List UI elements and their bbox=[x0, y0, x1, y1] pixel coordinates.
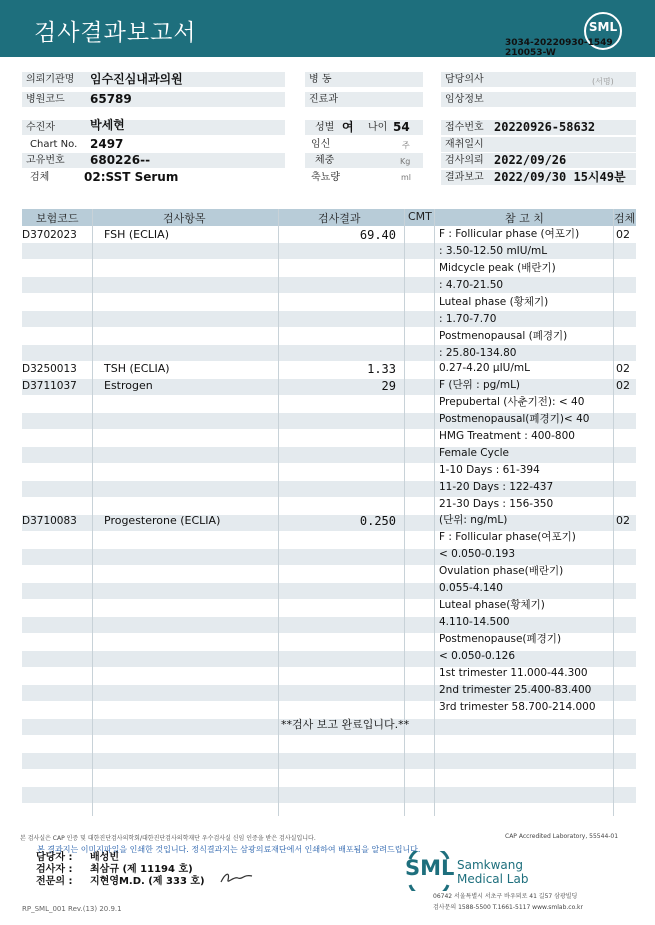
doctor-label: 담당의사 bbox=[445, 74, 484, 85]
id-field bbox=[22, 153, 285, 168]
ref-line: 1-10 Days : 61-394 bbox=[439, 464, 540, 476]
estrogen-result: 29 bbox=[381, 379, 396, 393]
ref-line: : 1.70-7.70 bbox=[439, 313, 497, 325]
sex-label: 성별 bbox=[315, 122, 335, 133]
address-line1: 06742 서울특별시 서초구 바우뫼로 41 길57 삼광빌딩 bbox=[433, 893, 578, 900]
hospital-code-field bbox=[22, 92, 285, 107]
pregnancy-unit: 주 bbox=[402, 141, 410, 150]
ref-line: Female Cycle bbox=[439, 447, 509, 459]
fsh-ref: F : Follicular phase (여포기) bbox=[439, 228, 580, 240]
signer-role: 전문의 : bbox=[36, 876, 73, 887]
hospital-code-label: 병원코드 bbox=[26, 94, 65, 105]
col-divider bbox=[92, 209, 93, 816]
report-id-line1: 3034-20220930-1549 bbox=[505, 38, 613, 48]
dept-field bbox=[305, 92, 423, 107]
fsh-result: 69.40 bbox=[359, 228, 396, 242]
report-title: 검사결과보고서 bbox=[34, 20, 197, 46]
institution-value: 임수진심내과의원 bbox=[90, 72, 183, 86]
report-value: 2022/09/30 15시49분 bbox=[494, 170, 626, 184]
receipt-label: 접수번호 bbox=[445, 122, 484, 133]
signer-role: 담당자 : bbox=[36, 852, 73, 863]
fsh-ref-list bbox=[439, 243, 567, 362]
sml-logo-text: SML bbox=[588, 20, 618, 34]
chart-label: Chart No. bbox=[30, 139, 78, 150]
progesterone-specimen: 02 bbox=[616, 514, 630, 527]
tsh-specimen: 02 bbox=[616, 362, 630, 375]
estrogen-code: D3711037 bbox=[22, 380, 77, 392]
form-number: RP_SML_001 Rev.(13) 20.9.1 bbox=[22, 905, 122, 913]
urine-label: 축뇨량 bbox=[311, 172, 340, 183]
ref-line: Midcycle peak (배란기) bbox=[439, 262, 556, 274]
col-test-item: 검사항목 bbox=[163, 212, 206, 225]
ward-label: 병 동 bbox=[309, 74, 332, 85]
fsh-specimen: 02 bbox=[616, 228, 630, 241]
pregnancy-label: 임신 bbox=[311, 139, 331, 150]
progesterone-ref: (단위: ng/mL) bbox=[439, 514, 508, 526]
ref-line: 3rd trimester 58.700-214.000 bbox=[439, 701, 596, 713]
ref-line: 4.110-14.500 bbox=[439, 616, 510, 628]
ref-line: 0.055-4.140 bbox=[439, 582, 503, 594]
col-cmt: CMT bbox=[408, 210, 432, 223]
age-label: 나이 bbox=[368, 122, 388, 133]
col-insurance-code: 보험코드 bbox=[36, 212, 79, 225]
weight-unit: Kg bbox=[400, 157, 411, 166]
ref-line: 1st trimester 11.000-44.300 bbox=[439, 667, 588, 679]
brand-line1: Samkwang bbox=[457, 858, 523, 872]
brand-name bbox=[457, 858, 528, 886]
brand-line2: Medical Lab bbox=[457, 872, 529, 886]
progesterone-name: Progesterone (ECLIA) bbox=[104, 514, 221, 527]
tsh-ref: 0.27-4.20 μIU/mL bbox=[439, 362, 530, 374]
ref-line: : 25.80-134.80 bbox=[439, 347, 517, 359]
ref-line: 2nd trimester 25.400-83.400 bbox=[439, 684, 592, 696]
progesterone-ref-list bbox=[439, 529, 596, 716]
col-divider bbox=[434, 209, 435, 816]
ref-line: Postmenopause(폐경기) bbox=[439, 633, 562, 645]
specimen-value: 02:SST Serum bbox=[84, 170, 179, 184]
progesterone-result: 0.250 bbox=[359, 514, 396, 528]
recollect-field bbox=[441, 137, 636, 152]
patient-label: 수진자 bbox=[26, 122, 55, 133]
weight-label: 체중 bbox=[315, 155, 335, 166]
signer-row bbox=[36, 864, 205, 876]
specimen-label: 검체 bbox=[30, 172, 50, 183]
report-id-line2: 210053-W bbox=[505, 48, 556, 58]
address bbox=[433, 891, 583, 913]
estrogen-specimen: 02 bbox=[616, 379, 630, 392]
col-result: 검사결과 bbox=[318, 212, 361, 225]
recollect-label: 재취일시 bbox=[445, 139, 484, 150]
sex-value: 여 bbox=[342, 120, 354, 134]
address-line2: 검사문의 1588-5500 T.1661-5117 www.smlab.co.kr bbox=[433, 904, 583, 911]
print-notice: 본 결과지는 이미지파일을 인쇄한 것입니다. 정식결과지는 삼광의료재단에서 인쇄하여 배포됨을 알려드립니다. bbox=[37, 845, 421, 854]
tsh-name: TSH (ECLIA) bbox=[104, 362, 170, 375]
col-divider bbox=[613, 209, 614, 816]
clinical-info-label: 임상정보 bbox=[445, 94, 484, 105]
urine-unit: ml bbox=[401, 173, 412, 182]
fsh-name: FSH (ECLIA) bbox=[104, 228, 169, 241]
signer-block bbox=[36, 852, 205, 888]
chart-value: 2497 bbox=[90, 137, 124, 151]
receipt-value: 20220926-58632 bbox=[494, 120, 596, 134]
ref-line: F : Follicular phase(여포기) bbox=[439, 531, 576, 543]
brand-sml-text: SML bbox=[405, 856, 455, 880]
report-label: 결과보고 bbox=[445, 172, 484, 183]
tsh-result: 1.33 bbox=[367, 362, 396, 376]
dept-label: 진료과 bbox=[309, 94, 338, 105]
cap-accreditation: CAP Accredited Laboratory, 55544-01 bbox=[505, 833, 619, 840]
report-id bbox=[505, 38, 613, 58]
age-value: 54 bbox=[393, 120, 410, 134]
doctor-sign: (서명) bbox=[592, 77, 614, 86]
ref-line: < 0.050-0.193 bbox=[439, 548, 516, 560]
ref-line: Luteal phase(황체기) bbox=[439, 599, 545, 611]
completion-message: **검사 보고 완료입니다.** bbox=[281, 718, 410, 731]
col-divider bbox=[278, 209, 279, 816]
signer-row bbox=[36, 852, 205, 864]
col-reference: 참 고 치 bbox=[505, 212, 544, 225]
ref-line: : 4.70-21.50 bbox=[439, 279, 504, 291]
ward-field bbox=[305, 72, 423, 87]
col-specimen: 검체 bbox=[614, 212, 636, 225]
ref-line: < 0.050-0.126 bbox=[439, 650, 516, 662]
progesterone-code: D3710083 bbox=[22, 515, 77, 527]
estrogen-ref-list bbox=[439, 394, 589, 513]
patient-value: 박세현 bbox=[90, 118, 125, 132]
ref-line: Ovulation phase(배란기) bbox=[439, 565, 564, 577]
estrogen-ref: F (단위 : pg/mL) bbox=[439, 379, 521, 391]
hospital-code-value: 65789 bbox=[90, 92, 132, 106]
ref-line: Prepubertal (사춘기전): < 40 bbox=[439, 396, 585, 408]
signer-role: 검사자 : bbox=[36, 864, 73, 875]
ref-line: : 3.50-12.50 mIU/mL bbox=[439, 245, 548, 257]
ref-line: Postmenopausal (폐경기) bbox=[439, 330, 568, 342]
signer-name: 지현영M.D. (제 333 호) bbox=[90, 876, 205, 887]
tsh-code: D3250013 bbox=[22, 363, 77, 375]
request-label: 검사의뢰 bbox=[445, 155, 484, 166]
table-row-stripe bbox=[22, 753, 636, 769]
patient-field bbox=[22, 120, 285, 135]
ref-line: Luteal phase (황체기) bbox=[439, 296, 549, 308]
estrogen-name: Estrogen bbox=[104, 379, 153, 392]
ref-line: 11-20 Days : 122-437 bbox=[439, 481, 554, 493]
ref-line: Postmenopausal(폐경기)< 40 bbox=[439, 413, 590, 425]
certification-note: 본 검사실은 CAP 인증 및 대한진단검사의학회/대한진단검사의학재단 우수검사실 신임 인증을 받은 검사실입니다. bbox=[20, 835, 316, 842]
clinical-info-field bbox=[441, 92, 636, 107]
ref-line: HMG Treatment : 400-800 bbox=[439, 430, 575, 442]
table-row-stripe bbox=[22, 787, 636, 803]
signature-icon bbox=[218, 868, 258, 886]
signer-row bbox=[36, 876, 205, 888]
fsh-code: D3702023 bbox=[22, 229, 77, 241]
signer-name: 배성빈 bbox=[90, 852, 119, 863]
signer-name: 최삼규 (제 11194 호) bbox=[90, 864, 193, 875]
ref-line: 21-30 Days : 156-350 bbox=[439, 498, 554, 510]
institution-label: 의뢰기관명 bbox=[26, 74, 75, 85]
request-value: 2022/09/26 bbox=[494, 153, 567, 167]
id-value: 680226-- bbox=[90, 153, 151, 167]
id-label: 고유번호 bbox=[26, 155, 65, 166]
